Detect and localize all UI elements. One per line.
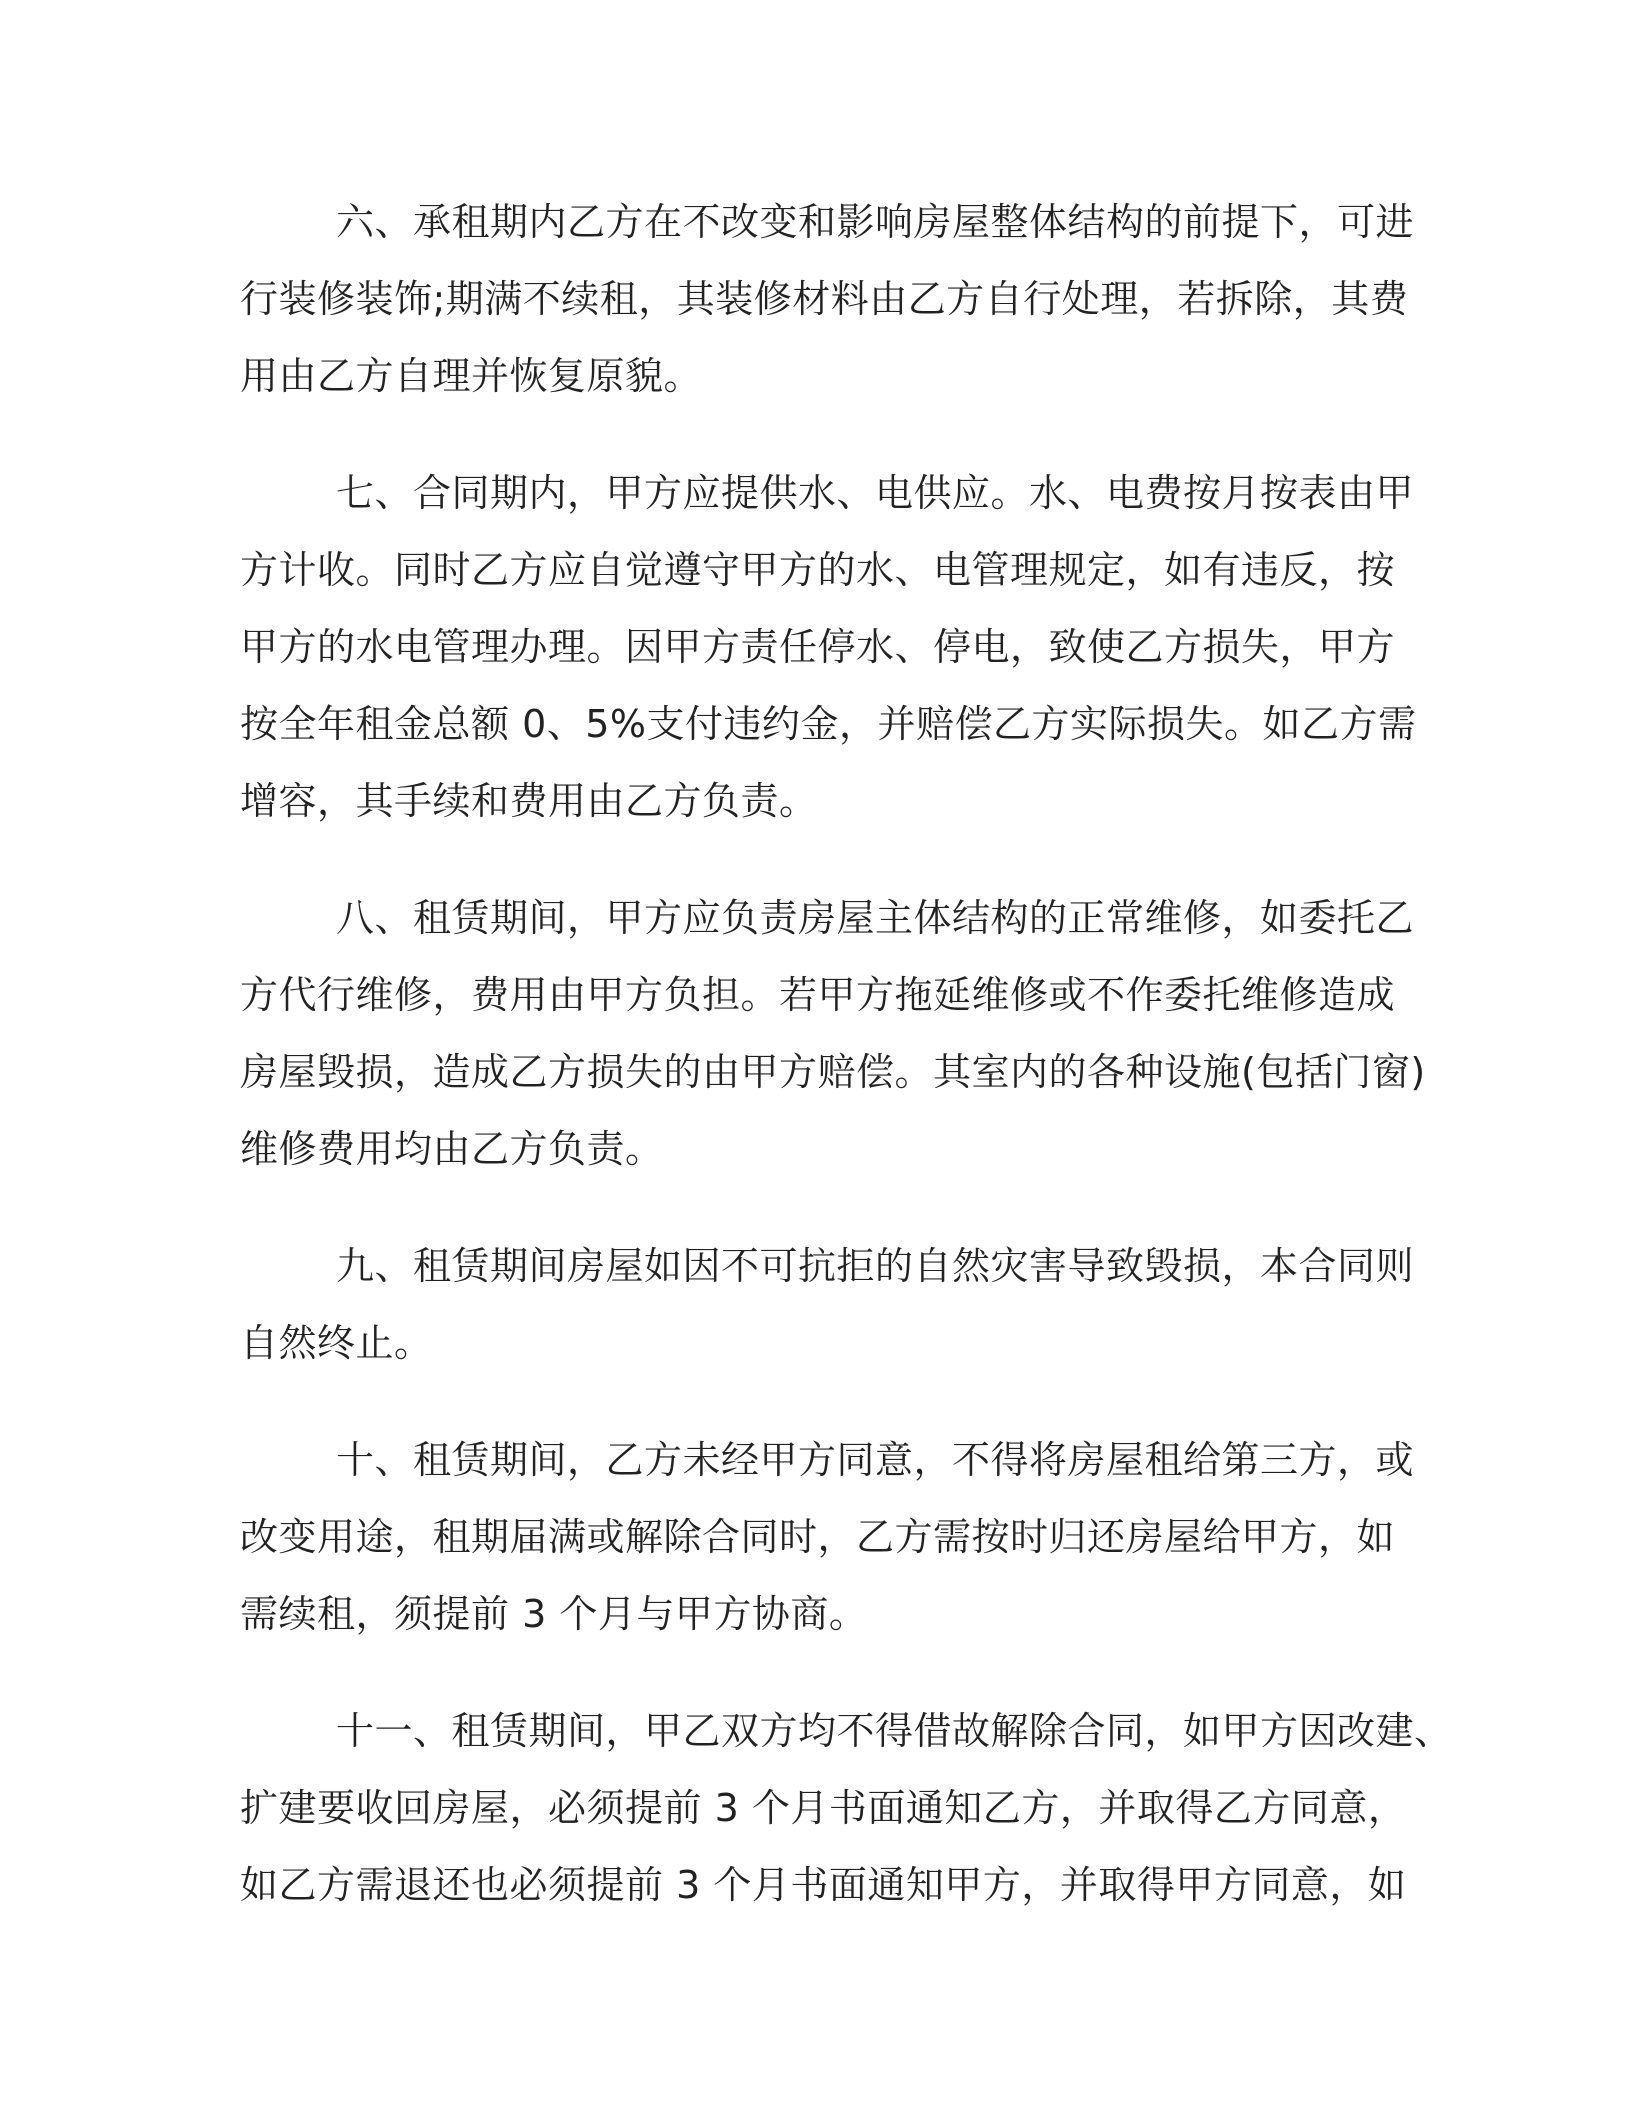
text-line: 行装修装饰;期满不续租，其装修材料由乙方自行处理，若拆除，其费 <box>240 277 1409 321</box>
text-line: 房屋毁损，造成乙方损失的由甲方赔偿。其室内的各种设施(包括门窗) <box>240 1050 1426 1094</box>
text-line: 用由乙方自理并恢复原貌。 <box>240 354 703 398</box>
text-line: 如乙方需退还也必须提前 3 个月书面通知甲方，并取得甲方同意，如 <box>240 1863 1407 1907</box>
clause-11 <box>240 1693 1453 1924</box>
clause-10 <box>240 1422 1415 1653</box>
text-line: 八、租赁期间，甲方应负责房屋主体结构的正常维修，如委托乙 <box>336 896 1415 940</box>
text-line: 维修费用均由乙方负责。 <box>240 1127 664 1171</box>
text-line: 六、承租期内乙方在不改变和影响房屋整体结构的前提下，可进 <box>336 200 1415 244</box>
text-line: 十一、租赁期间，甲乙双方均不得借故解除合同，如甲方因改建、 <box>336 1709 1453 1753</box>
clause-9 <box>240 1228 1415 1382</box>
clause-6 <box>240 184 1415 415</box>
text-line: 方计收。同时乙方应自觉遵守甲方的水、电管理规定，如有违反，按 <box>240 548 1396 592</box>
text-line: 扩建要收回房屋，必须提前 3 个月书面通知乙方，并取得乙方同意， <box>240 1786 1407 1830</box>
text-line: 七、合同期内，甲方应提供水、电供应。水、电费按月按表由甲 <box>336 471 1415 515</box>
text-line: 按全年租金总额 0、5%支付违约金，并赔偿乙方实际损失。如乙方需 <box>240 702 1417 746</box>
text-line: 需续租，须提前 3 个月与甲方协商。 <box>240 1592 868 1636</box>
text-line: 方代行维修，费用由甲方负担。若甲方拖延维修或不作委托维修造成 <box>240 973 1396 1017</box>
text-line: 甲方的水电管理办理。因甲方责任停水、停电，致使乙方损失，甲方 <box>240 625 1396 669</box>
document-body <box>240 184 1453 1964</box>
text-line: 自然终止。 <box>240 1321 433 1365</box>
text-line: 增容，其手续和费用由乙方负责。 <box>240 779 818 823</box>
text-line: 改变用途，租期届满或解除合同时，乙方需按时归还房屋给甲方，如 <box>240 1515 1396 1559</box>
text-line: 十、租赁期间，乙方未经甲方同意，不得将房屋租给第三方，或 <box>336 1438 1415 1482</box>
clause-7 <box>240 455 1417 840</box>
clause-8 <box>240 880 1426 1188</box>
text-line: 九、租赁期间房屋如因不可抗拒的自然灾害导致毁损，本合同则 <box>336 1244 1415 1288</box>
